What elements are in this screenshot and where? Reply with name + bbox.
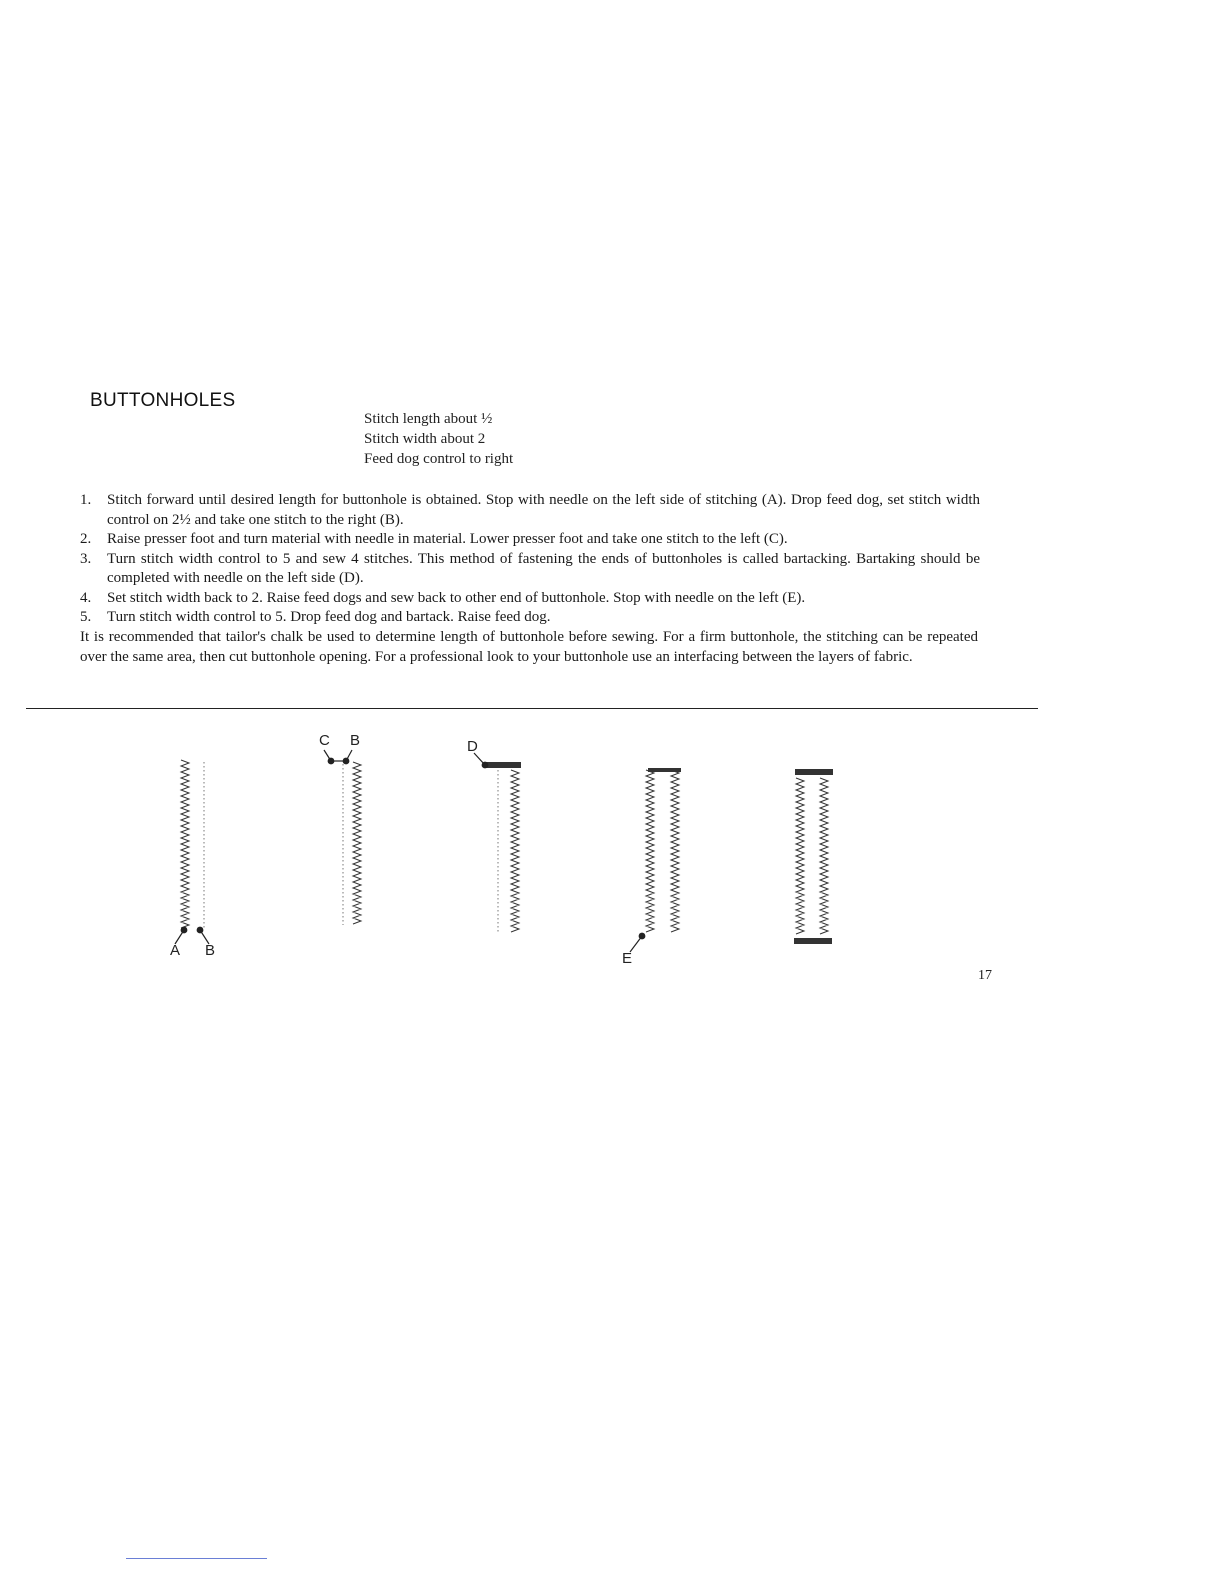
step-number: 4. xyxy=(80,589,92,606)
stage5-left-zigzag xyxy=(796,778,804,934)
stage4-left-zigzag xyxy=(646,770,654,932)
footer-underline xyxy=(126,1558,267,1559)
step-text: Raise presser foot and turn material with needle in material. Lower presser foot and take one stitch to the left (C). xyxy=(107,531,788,547)
stage2-zigzag xyxy=(353,762,361,924)
step-number: 1. xyxy=(80,492,92,508)
setting-stitch-width: Stitch width about 2 xyxy=(364,431,486,447)
instruction-steps xyxy=(80,491,980,628)
step-2 xyxy=(80,530,980,550)
buttonhole-illustration xyxy=(0,720,1224,980)
stage4-top-bartack xyxy=(648,768,681,772)
step-text: Stitch forward until desired length for buttonhole is obtained. Stop with needle on the left side of stitching (A). Drop feed dog, set stitch width control on 2½ and take one stitch to the right (B). xyxy=(107,492,980,528)
label-b-second: B xyxy=(350,732,361,749)
stage5-bottom-bartack xyxy=(794,938,832,944)
section-divider xyxy=(26,708,1038,709)
step-number: 3. xyxy=(80,550,92,567)
label-c: C xyxy=(319,732,330,749)
recommendation-note: It is recommended that tailor's chalk be used to determine length of buttonhole before sewing. For a firm buttonhole, the stitching can be repeated over the same area, then cut buttonhole opening. For a professional look to your buttonhole use an interfacing between the layers of fabric. xyxy=(80,629,978,665)
stage5-right-zigzag xyxy=(820,778,828,934)
step-text: Turn stitch width control to 5 and sew 4 stitches. This method of fastening the ends of buttonholes is called bartacking. Bartaking should be completed with needle on the left side (D). xyxy=(107,550,980,586)
stage3-zigzag xyxy=(511,770,519,932)
page-number: 17 xyxy=(978,968,992,983)
step-4 xyxy=(80,589,980,609)
stage2-leader-b xyxy=(346,750,352,761)
step-number: 2. xyxy=(80,531,92,547)
stage2-leader-c xyxy=(324,750,331,761)
stage5-top-bartack xyxy=(795,769,833,775)
label-a: A xyxy=(170,942,181,959)
label-b: B xyxy=(205,942,216,959)
step-text: Set stitch width back to 2. Raise feed dogs and sew back to other end of buttonhole. Stop with needle on the left (E). xyxy=(107,589,806,606)
step-5 xyxy=(80,608,980,628)
stage1-left-zigzag xyxy=(181,760,189,928)
step-text: Turn stitch width control to 5. Drop feed dog and bartack. Raise feed dog. xyxy=(107,609,551,625)
label-e: E xyxy=(622,950,633,967)
machine-settings xyxy=(364,409,513,469)
stage3-top-bartack xyxy=(484,762,521,768)
setting-stitch-length: Stitch length about ½ xyxy=(364,411,493,427)
section-heading: BUTTONHOLES xyxy=(90,390,236,411)
buttonhole-stages-drawing xyxy=(0,720,1224,980)
step-1 xyxy=(80,491,980,530)
step-3 xyxy=(80,550,980,589)
setting-feed-dog: Feed dog control to right xyxy=(364,451,514,467)
stage4-right-zigzag xyxy=(671,770,679,932)
step-number: 5. xyxy=(80,609,92,625)
label-d: D xyxy=(467,738,478,755)
